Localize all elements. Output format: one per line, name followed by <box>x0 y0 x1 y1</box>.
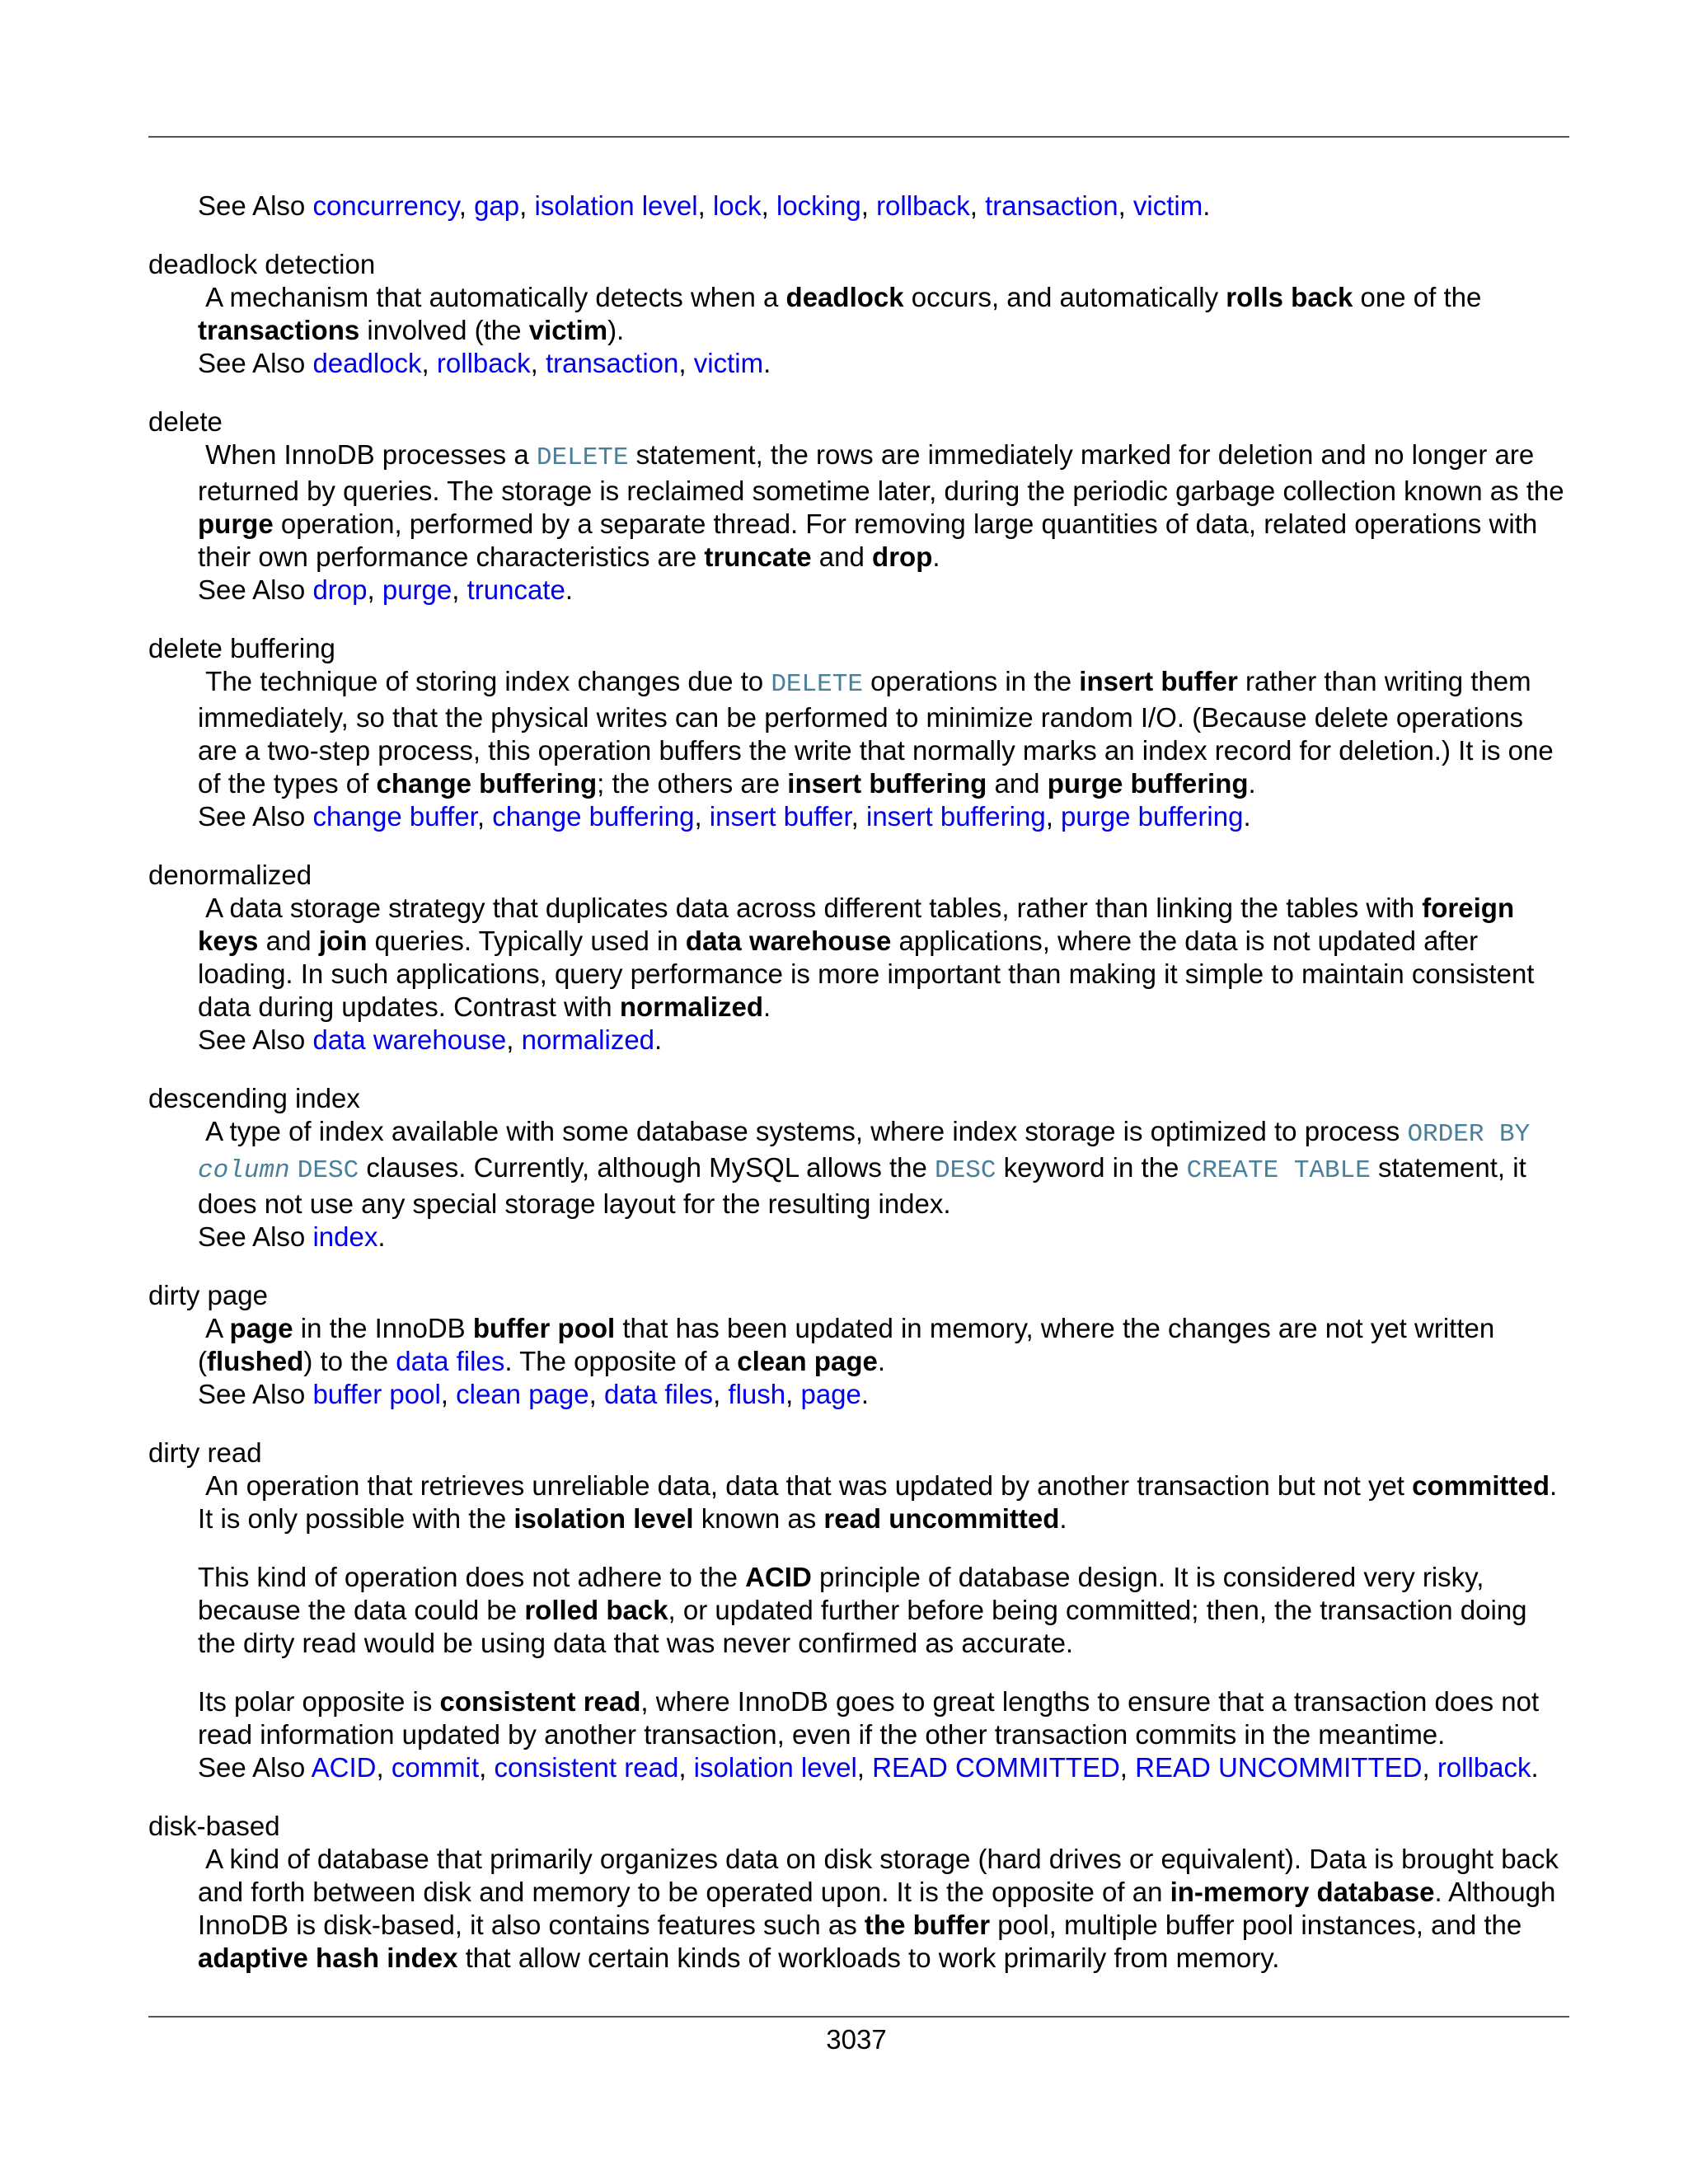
bold-term: victim <box>528 315 608 345</box>
see-also-link[interactable]: insert buffering <box>865 801 1046 832</box>
code-placeholder <box>198 1156 290 1185</box>
bold-term: ACID <box>745 1562 812 1592</box>
see-also-label: See Also <box>198 1752 306 1783</box>
text-run: . It is only possible with the <box>198 1470 1558 1534</box>
bold-term: in-memory database <box>1170 1877 1435 1907</box>
text-run: that allow certain kinds of workloads to work primarily from memory. <box>457 1943 1280 1973</box>
text-run: , or updated further before being committed; then, the transaction doing the dirty read would be using data that was never confirmed as accurate. <box>198 1595 1527 1658</box>
see-also-link[interactable]: insert buffer <box>709 801 851 832</box>
see-also-link[interactable]: data files <box>603 1379 714 1409</box>
definition-paragraph <box>198 1469 1569 1535</box>
text-run: and <box>987 768 1048 799</box>
bold-term: purge <box>198 509 274 539</box>
text-run: ; the others are <box>597 768 788 799</box>
text-run: . <box>1248 768 1256 799</box>
see-also-label: See Also <box>198 801 306 832</box>
see-also-link[interactable]: READ UNCOMMITTED <box>1135 1752 1423 1783</box>
text-run: operation, performed by a separate thread. For removing large quantities of data, related operations with their own performance characteristics are <box>198 509 1538 572</box>
glossary-entry <box>148 632 1569 833</box>
text-run: occurs, and automatically <box>903 282 1226 312</box>
definition-paragraph <box>198 438 1569 574</box>
definition-paragraph <box>198 1115 1569 1221</box>
glossary-entry <box>148 1436 1569 1784</box>
see-also-link[interactable]: normalized <box>521 1024 655 1055</box>
text-run: involved (the <box>359 315 529 345</box>
entry-definition <box>198 281 1569 347</box>
code-literal: ORDER BY <box>1407 1120 1531 1149</box>
bold-term: the buffer <box>864 1910 991 1940</box>
glossary-entry <box>148 859 1569 1057</box>
bold-term: purge buffering <box>1047 768 1249 799</box>
see-also-line: See Also buffer pool, clean page, data files, flush, page. <box>198 1379 870 1409</box>
text-run: queries. Typically used in <box>367 926 686 956</box>
text-run: This kind of operation does not adhere to the <box>198 1562 746 1592</box>
text-run: ) to the <box>303 1346 396 1376</box>
text-run: one of the <box>1353 282 1482 312</box>
see-also-label: See Also <box>198 574 306 605</box>
text-run: When InnoDB processes a <box>205 439 537 470</box>
see-also-link[interactable]: transaction <box>985 190 1118 221</box>
glossary-entries <box>148 248 1569 1975</box>
see-also-link[interactable]: isolation level <box>534 190 698 221</box>
see-also-link[interactable]: rollback <box>1437 1752 1531 1783</box>
bold-term: change buffering <box>376 768 598 799</box>
see-also-line: See Also ACID, commit, consistent read, isolation level, READ COMMITTED, READ UNCOMMITTED, rollback. <box>198 1752 1539 1783</box>
see-also-link[interactable]: transaction <box>545 348 679 378</box>
text-run: . <box>1059 1503 1067 1534</box>
glossary-entry <box>148 1279 1569 1411</box>
bold-term: read uncommitted <box>823 1503 1060 1534</box>
see-also-line: See Also data warehouse, normalized. <box>198 1024 663 1055</box>
see-also-link[interactable]: buffer pool <box>312 1379 441 1409</box>
bold-term: deadlock <box>785 282 904 312</box>
see-also-line: See Also index. <box>198 1221 386 1252</box>
see-also-link[interactable]: deadlock <box>312 348 422 378</box>
text-run <box>290 1152 298 1183</box>
code-literal: DELETE <box>771 670 863 699</box>
definition-paragraph <box>198 892 1569 1024</box>
text-run: , where InnoDB goes to great lengths to ensure that a transaction does not read information updated by another transaction, even if the other transaction commits in the meantime. <box>198 1686 1540 1750</box>
text-run: rather than writing them immediately, so that the physical writes can be performed to minimize random I/O. (Because delete operations are a two-step process, this operation buffers the write that normally marks an index record for deletion.) It is one of the types of <box>198 666 1554 799</box>
bold-term: rolled back <box>524 1595 668 1625</box>
definition-paragraph <box>198 665 1569 800</box>
entry-term: deadlock detection <box>148 249 376 279</box>
entry-definition <box>198 892 1569 1024</box>
text-run: . <box>763 991 771 1022</box>
bold-term: normalized <box>619 991 764 1022</box>
entry-definition <box>198 438 1569 574</box>
text-run: A mechanism that automatically detects when a <box>205 282 786 312</box>
entry-term: delete <box>148 406 223 437</box>
entry-term: dirty read <box>148 1437 262 1468</box>
see-also-link[interactable]: page <box>800 1379 861 1409</box>
bold-term: foreign keys <box>198 893 1515 956</box>
text-run: in the InnoDB <box>293 1313 473 1343</box>
bold-term: insert buffering <box>787 768 987 799</box>
glossary-entry <box>148 405 1569 607</box>
bold-term: insert buffer <box>1079 666 1238 696</box>
see-also-label: See Also <box>198 1221 306 1252</box>
text-run: A <box>205 1313 230 1343</box>
text-run: A kind of database that primarily organizes data on disk storage (hard drives or equivalent). Data is brought back and forth between disk and memory to be operated upon. It is the opposite of an <box>198 1844 1559 1907</box>
bold-term: buffer pool <box>472 1313 616 1343</box>
entry-term: descending index <box>148 1083 360 1113</box>
see-also-link[interactable]: drop <box>312 574 368 605</box>
inline-link[interactable]: data files <box>396 1346 505 1376</box>
text-run: that has been updated in memory, where the changes are not yet written ( <box>198 1313 1495 1376</box>
see-also-link[interactable]: READ COMMITTED <box>872 1752 1120 1783</box>
see-also-link[interactable]: clean page <box>456 1379 589 1409</box>
code-placeholder-text: column <box>198 1156 290 1185</box>
see-also-link[interactable]: lock <box>712 190 762 221</box>
entry-definition <box>198 1843 1569 1975</box>
text-run: statement, it does not use any special storage layout for the resulting index. <box>198 1152 1526 1219</box>
glossary-content <box>148 190 1569 2000</box>
footer-rule <box>148 2016 1569 2018</box>
bold-term: flushed <box>207 1346 304 1376</box>
text-run: and <box>258 926 319 956</box>
definition-paragraph <box>198 1561 1569 1660</box>
text-run: clauses. Currently, although MySQL allows the <box>359 1152 935 1183</box>
definition-paragraph <box>198 1312 1569 1378</box>
see-also-link[interactable]: consistent read <box>494 1752 679 1783</box>
see-also-link[interactable]: isolation level <box>693 1752 857 1783</box>
text-run: . The opposite of a <box>504 1346 738 1376</box>
see-also-line: See Also drop, purge, truncate. <box>198 574 574 605</box>
text-run: An operation that retrieves unreliable data, data that was updated by another transaction but not yet <box>205 1470 1413 1501</box>
code-literal: DESC <box>297 1156 359 1185</box>
lead-see-also: See Also concurrency, gap, isolation level, lock, locking, rollback, transaction, victim. <box>198 190 1211 221</box>
see-also-link[interactable]: change buffer <box>312 801 477 832</box>
bold-term: truncate <box>704 541 812 572</box>
bold-term: consistent read <box>439 1686 641 1717</box>
see-also-line: See Also deadlock, rollback, transaction, victim. <box>198 348 771 378</box>
code-literal: DELETE <box>536 443 629 472</box>
see-also-link[interactable]: gap <box>474 190 520 221</box>
bold-term: join <box>318 926 368 956</box>
bold-term: page <box>229 1313 293 1343</box>
see-also-link[interactable]: flush <box>728 1379 786 1409</box>
see-also-link[interactable]: ACID <box>311 1752 377 1783</box>
see-also-link[interactable]: truncate <box>467 574 565 605</box>
text-run: ). <box>607 315 625 345</box>
entry-term: dirty page <box>148 1280 268 1310</box>
text-run: . <box>877 1346 885 1376</box>
glossary-entry <box>148 1082 1569 1254</box>
text-run: . Although InnoDB is disk-based, it also contains features such as <box>198 1877 1556 1940</box>
see-also-link[interactable]: victim <box>1132 190 1203 221</box>
bold-term: rolls back <box>1226 282 1353 312</box>
text-run: principle of database design. It is considered very risky, because the data could be <box>198 1562 1484 1625</box>
text-run: keyword in the <box>996 1152 1187 1183</box>
entry-definition <box>198 1115 1569 1221</box>
entry-definition <box>198 1312 1569 1378</box>
text-run: pool, multiple buffer pool instances, and the <box>990 1910 1522 1940</box>
see-also-label: See Also <box>198 1379 306 1409</box>
text-run: A data storage strategy that duplicates data across different tables, rather than linking the tables with <box>205 893 1423 923</box>
bold-term: transactions <box>198 315 360 345</box>
see-also-link[interactable]: rollback <box>876 190 970 221</box>
definition-paragraph <box>198 1685 1569 1751</box>
text-run: applications, where the data is not updated after loading. In such applications, query performance is more important than making it simple to maintain consistent data during updates. Contrast with <box>198 926 1535 1022</box>
see-also-link[interactable]: index <box>312 1221 378 1252</box>
text-run: known as <box>693 1503 824 1534</box>
text-run: and <box>811 541 873 572</box>
text-run: operations in the <box>862 666 1080 696</box>
glossary-entry <box>148 248 1569 380</box>
bold-term: isolation level <box>513 1503 694 1534</box>
text-run: Its polar opposite is <box>198 1686 440 1717</box>
glossary-entry <box>148 1810 1569 1975</box>
see-also-label: See Also <box>198 1024 306 1055</box>
bold-term: clean page <box>737 1346 878 1376</box>
page-number: 3037 <box>826 2024 887 2055</box>
text-run: A type of index available with some database systems, where index storage is optimized to process <box>205 1116 1408 1146</box>
text-run: The technique of storing index changes due to <box>205 666 771 696</box>
see-also-link[interactable]: commit <box>391 1752 480 1783</box>
code-literal: DESC <box>935 1156 996 1185</box>
see-also-link[interactable]: change buffering <box>492 801 695 832</box>
see-also-link[interactable]: purge buffering <box>1061 801 1244 832</box>
see-also-link[interactable]: data warehouse <box>312 1024 507 1055</box>
header-rule <box>148 136 1569 138</box>
bold-term: data warehouse <box>685 926 892 956</box>
definition-paragraph <box>198 281 1569 347</box>
see-also-line: See Also change buffer, change buffering, insert buffer, insert buffering, purge buffering. <box>198 801 1251 832</box>
bold-term: drop <box>872 541 933 572</box>
code-literal: CREATE TABLE <box>1186 1156 1371 1185</box>
see-also-link[interactable]: purge <box>382 574 452 605</box>
entry-definition <box>198 665 1569 800</box>
entry-term: disk-based <box>148 1811 280 1841</box>
see-also-link[interactable]: rollback <box>436 348 531 378</box>
bold-term: committed <box>1412 1470 1550 1501</box>
see-also-link[interactable]: concurrency <box>312 190 459 221</box>
entry-term: delete buffering <box>148 633 335 663</box>
see-also-label: See Also <box>198 348 306 378</box>
see-also-label: See Also <box>198 190 306 221</box>
text-run: statement, the rows are immediately marked for deletion and no longer are returned by queries. The storage is reclaimed sometime later, during the periodic garbage collection known as the <box>198 439 1564 506</box>
entry-definition <box>198 1469 1569 1751</box>
see-also-link[interactable]: locking <box>776 190 861 221</box>
bold-term: adaptive hash index <box>198 1943 458 1973</box>
see-also-link[interactable]: victim <box>693 348 764 378</box>
entry-term: denormalized <box>148 860 312 890</box>
text-run: . <box>932 541 940 572</box>
definition-paragraph <box>198 1843 1569 1975</box>
